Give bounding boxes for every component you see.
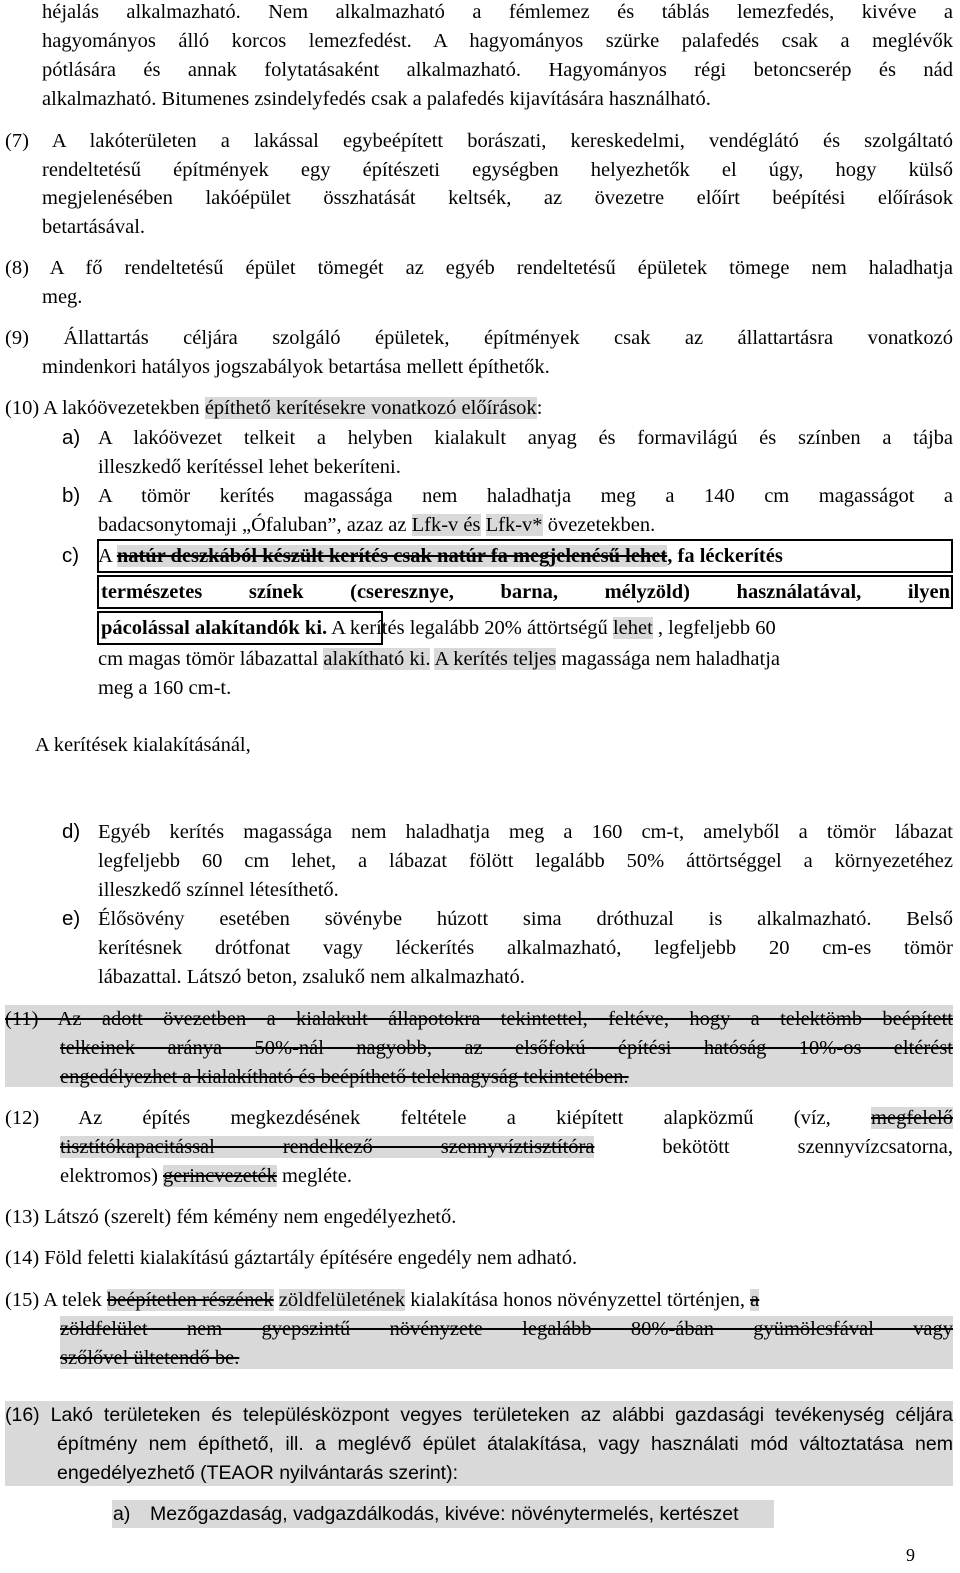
- text: megléte.: [276, 1165, 352, 1187]
- text: :: [536, 397, 543, 419]
- struck-text: megfelelő: [871, 1107, 953, 1129]
- list-label: a): [62, 426, 81, 449]
- paragraph-16-line: építmény nem építhető, ill. a meglévő épület átalakítása, vagy használati mód változtatása nem: [57, 1433, 953, 1455]
- item-a-line: illeszkedő kerítéssel lehet bekeríteni.: [98, 456, 401, 478]
- list-label: d): [62, 820, 81, 843]
- text: , legfeljebb 60: [652, 617, 776, 639]
- text: bekötött szennyvízcsatorna,: [594, 1136, 953, 1158]
- text: magassága nem haladhatja: [556, 648, 780, 670]
- page-number: 9: [906, 1545, 915, 1565]
- struck-text: a: [750, 1289, 760, 1311]
- paragraph-12-line: [60, 1164, 352, 1188]
- text: pácolással alakítandók ki.: [101, 617, 328, 639]
- item-a-line: A lakóövezet telkeit a helyben kialakult anyag és formavilágú és színben a tájba: [98, 427, 953, 449]
- item-c-line: [98, 544, 783, 568]
- paragraph-8-line: meg.: [42, 286, 83, 308]
- highlight: A kerítés teljes: [434, 648, 557, 670]
- item-16a: Mezőgazdaság, vadgazdálkodás, kivéve: növénytermelés, kertészet: [150, 1503, 739, 1525]
- paragraph-14: (14) Föld feletti kialakítású gáztartály építésére engedély nem adható.: [5, 1247, 578, 1269]
- highlight: zöldfelületének: [278, 1289, 406, 1311]
- struck-text: beépítetlen részének: [106, 1289, 274, 1311]
- list-label: c): [62, 544, 80, 567]
- paragraph-10-lead: [5, 396, 542, 420]
- text: badacsonytomaji „Ófaluban”, azaz az: [98, 514, 412, 536]
- highlight: lehet: [612, 617, 653, 639]
- text: A kerítés legalább 20% áttörtségű: [327, 617, 613, 639]
- paragraph-16-line: engedélyezhető (TEAOR nyilvántarás szerint):: [57, 1462, 459, 1484]
- text-line: hagyományos álló korcos lemezfedést. A hagyományos szürke palafedés csak a meglévők: [42, 30, 953, 52]
- paragraph-11-line: telkeinek aránya 50%-nál nagyobb, az elsőfokú építési hatóság 10%-os eltérést: [60, 1037, 953, 1059]
- highlight: Lfk-v*: [485, 514, 543, 536]
- text: , fa léckerítés: [667, 545, 783, 567]
- paragraph-15-line: szőlővel ültetendő be.: [60, 1347, 240, 1369]
- paragraph-7-line: (7) A lakóterületen a lakással egybeépített borászati, kereskedelmi, vendéglátó és szolgáltató: [5, 130, 953, 152]
- text: (10) A lakóövezetekben: [5, 397, 205, 419]
- item-c-line: természetes színek (cseresznye, barna, mélyzöld) használatával, ilyen: [101, 581, 950, 603]
- paragraph-7-line: rendeltetésű építmények egy építészeti egységben helyezhetők el úgy, hogy külső: [42, 159, 953, 181]
- paragraph-7-line: betartásával.: [42, 216, 146, 238]
- text-line: héjalás alkalmazható. Nem alkalmazható a fémlemez és táblás lemezfedés, kivéve a: [42, 1, 953, 23]
- highlight: Lfk-v és: [411, 514, 481, 536]
- text: [481, 514, 486, 536]
- item-c-line: meg a 160 cm-t.: [98, 677, 232, 699]
- text: cm magas tömör lábazattal: [98, 648, 324, 670]
- struck-text: tisztítókapacitással rendelkező szennyvíztisztítóra: [60, 1136, 595, 1158]
- text-line: alkalmazható. Bitumenes zsindelyfedés csak a palafedés kijavítására használható.: [42, 88, 711, 110]
- item-b-line: [98, 513, 655, 537]
- text: övezetekben.: [542, 514, 656, 536]
- paragraph-11-line: engedélyezhet a kialakítható és beépíthető teleknagyság tekintetében.: [60, 1066, 629, 1088]
- paragraph-12-line: [60, 1135, 953, 1159]
- item-e-line: kerítésnek drótfonat vagy léckerítés alkalmazható, legfeljebb 20 cm-es tömör: [98, 937, 953, 959]
- item-e-line: Élősövény esetében sövénybe húzott sima dróthuzal is alkalmazható. Belső: [98, 908, 953, 930]
- list-label: b): [62, 484, 81, 507]
- paragraph-9-line: mindenkori hatályos jogszabályok betartása mellett építhetők.: [42, 356, 550, 378]
- struck-text: gerincvezeték: [163, 1165, 277, 1187]
- text: A: [98, 545, 117, 567]
- list-label: a): [113, 1503, 131, 1525]
- text: (15) A telek: [5, 1289, 107, 1311]
- item-c-line: [98, 647, 780, 671]
- highlight: építhető kerítésekre vonatkozó előírások: [204, 397, 537, 419]
- paragraph-15-line: zöldfelület nem gyepszintű növényzete legalább 80%-ában gyümölcsfával vagy: [60, 1318, 953, 1340]
- paragraph-11-line: (11) Az adott övezetben a kialakult állapotokra tekintettel, feltéve, hogy a telektömb beépített: [5, 1008, 953, 1030]
- item-d-line: illeszkedő színnel létesíthető.: [98, 879, 339, 901]
- text: (12) Az építés megkezdésének feltétele a kiépített alapközmű (víz,: [5, 1107, 872, 1129]
- highlight: alakítható ki.: [323, 648, 431, 670]
- paragraph-15-line: [5, 1288, 759, 1312]
- item-b-line: A tömör kerítés magassága nem haladhatja meg a 140 cm magasságot a: [98, 485, 953, 507]
- item-d-line: legfeljebb 60 cm lehet, a lábazat fölött legalább 50% áttörtséggel a környezetéhez: [98, 850, 953, 872]
- item-d-line: Egyéb kerítés magassága nem haladhatja meg a 160 cm-t, amelyből a tömör lábazat: [98, 821, 953, 843]
- struck-text: natúr deszkából készült kerítés csak natúr fa megjelenésű lehet: [116, 545, 668, 567]
- text: elektromos): [60, 1165, 164, 1187]
- list-label: e): [62, 907, 81, 930]
- text-line: pótlására és annak folytatásaként alkalmazható. Hagyományos régi betoncserép és nád: [42, 59, 953, 81]
- text: kialakítása honos növényzettel történjen,: [405, 1289, 751, 1311]
- paragraph-12-line: [5, 1106, 953, 1130]
- paragraph-13: (13) Látszó (szerelt) fém kémény nem engedélyezhető.: [5, 1206, 457, 1228]
- paragraph-9-line: (9) Állattartás céljára szolgáló épületek, építmények csak az állattartásra vonatkozó: [5, 327, 953, 349]
- paragraph-8-line: (8) A fő rendeltetésű épület tömegét az egyéb rendeltetésű épületek tömege nem haladhatja: [5, 257, 953, 279]
- paragraph-16-line: (16) Lakó területeken és településközpont vegyes területeken az alábbi gazdasági tevékenység céljára: [5, 1404, 953, 1426]
- paragraph-7-line: megjelenésében lakóépület összhatását keltsék, az övezetre előírt beépítési előírások: [42, 187, 953, 209]
- note-line: A kerítések kialakításánál,: [35, 734, 251, 756]
- item-c-line: [101, 616, 776, 640]
- item-e-line: lábazattal. Látszó beton, zsalukő nem alkalmazható.: [98, 966, 525, 988]
